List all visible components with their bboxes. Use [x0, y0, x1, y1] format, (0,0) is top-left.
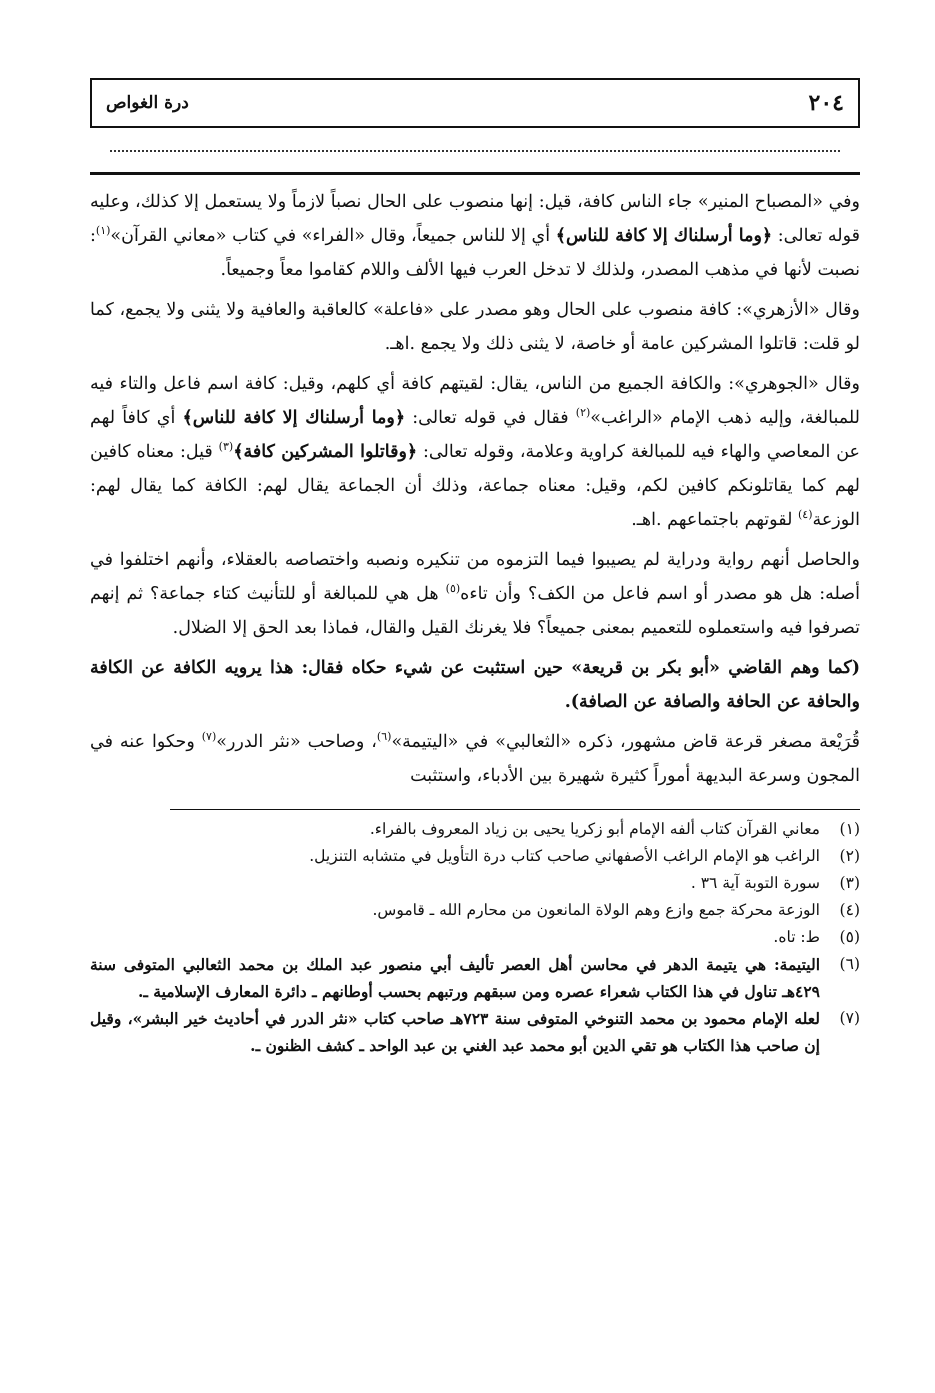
- text-run: قيل: معناه كافين لهم كما يقاتلونكم كافين لكم، وقيل: معناه جماعة، وذلك أن الجماعة يقال لهم: الكافة كما يقال لهم: الوزعة: [90, 442, 860, 530]
- footnote-rule: [170, 809, 860, 810]
- main-text: [90, 185, 860, 793]
- text-run: وفي «المصباح المنير» جاء الناس كافة، قيل: إنها منصوب على الحال نصباً لازماً ولا يستعمل إلا كذلك، وعليه قوله تعالى:: [90, 192, 860, 246]
- text-run: أي كافاً لهم عن المعاصي والهاء فيه للمبالغة كراوية وعلامة، وقوله تعالى:: [90, 408, 860, 462]
- footnote-ref[interactable]: (٢): [575, 406, 591, 420]
- page-header: [90, 78, 860, 128]
- footnote-item: [90, 816, 860, 843]
- paragraph-6: [90, 725, 860, 793]
- footnote-text: الراغب هو الإمام الراغب الأصفهاني صاحب كتاب درة التأويل في متشابه التنزيل.: [309, 847, 820, 865]
- footnote-ref[interactable]: (٦): [376, 730, 392, 744]
- text-run: وقال «الجوهري»: والكافة الجميع من الناس، يقال: لقيتهم كافة أي كلهم، وقيل: كافة اسم فاعل والتاء فيه للمبالغة، وإليه ذهب الإمام «الراغب»: [90, 374, 860, 428]
- text-run: فقال في قوله تعالى:: [405, 408, 576, 428]
- footnote-ref[interactable]: (٤): [797, 508, 813, 522]
- footnote-item: [90, 951, 860, 1005]
- paragraph-2: وقال «الأزهري»: كافة منصوب على الحال وهو مصدر على «فاعلة» كالعاقبة والعافية ولا يثنى ولا يجمع، كما لو قلت: قاتلوا المشركين عامة أو خاصة، لا يثنى ذلك ولا يجمع .اهـ.: [90, 300, 860, 354]
- footnote-number: (٢): [839, 847, 860, 865]
- page-number: ٢٠٤: [808, 90, 844, 116]
- dotted-separator: [110, 136, 840, 152]
- text-run: هل هي للمبالغة أو للتأنيث كتاء جماعة؟ ثم إنهم تصرفوا فيه واستعملوه للتعميم بمعنى جميعاً؟ فلا يغرنك القيل والقال، فماذا بعد الحق إلا الضلال.: [90, 584, 860, 638]
- paragraph-4: [90, 543, 860, 645]
- footnote-item: [90, 897, 860, 924]
- footnote-text: اليتيمة: هي يتيمة الدهر في محاسن أهل العصر تأليف أبي منصور عبد الملك بن محمد الثعالبي المتوفى سنة ٤٢٩هـ تناول في هذا الكتاب شعراء عصره ومن سبقهم ورتبهم بحسب أوطانهم ـ دائرة المعارف الإسلامية ـ.: [90, 955, 820, 1001]
- running-head: درة الغواص: [106, 93, 189, 113]
- text-run: وحكوا عنه في المجون وسرعة البديهة أموراً كثيرة شهيرة بين الأدباء، واستثبت: [90, 732, 860, 786]
- book-page: [90, 78, 860, 1059]
- text-run: قُرَيْعة مصغر قرعة قاض مشهور، ذكره «الثعالبي» في «اليتيمة»: [391, 732, 860, 752]
- footnotes: [90, 816, 860, 1059]
- paragraph-5-matn: (كما وهم القاضي «أبو بكر بن قريعة» حين استثبت عن شيء حكاه فقال: هذا يرويه الكافة عن الكافة والحافة عن الحافة والصافة عن الصافة).: [90, 658, 860, 712]
- text-run: لقوتهم باجتماعهم .اهـ.: [631, 510, 798, 530]
- footnote-ref[interactable]: (٥): [445, 582, 461, 596]
- footnote-item: [90, 1005, 860, 1059]
- footnote-ref[interactable]: (١): [95, 224, 111, 238]
- footnote-number: (٦): [839, 955, 860, 973]
- footnote-text: لعله الإمام محمود بن محمد التنوخي المتوفى سنة ٧٢٣هـ صاحب كتاب «نثر الدرر في أحاديث خير البشر»، وقيل إن صاحب هذا الكتاب هو تقي الدين أبو محمد عبد الغني بن عبد الواحد ـ كشف الظنون ـ.: [90, 1009, 820, 1055]
- footnote-text: الوزعة محركة جمع وازع وهم الولاة المانعون من محارم الله ـ قاموس.: [372, 901, 820, 919]
- paragraph-3: [90, 367, 860, 537]
- footnote-text: ط: تاه.: [773, 928, 820, 946]
- quran-quote: ﴿وما أرسلناك إلا كافة للناس﴾: [182, 408, 406, 428]
- quran-quote: ﴿وقاتلوا المشركين كافة﴾: [233, 442, 418, 462]
- footnote-number: (٤): [839, 901, 860, 919]
- footnote-number: (٣): [839, 874, 860, 892]
- footnote-number: (٧): [839, 1009, 860, 1027]
- text-run: : نصبت لأنها في مذهب المصدر، ولذلك لا تدخل العرب فيها الألف واللام كقاموا معاً وجميعاً.: [90, 226, 860, 280]
- quran-quote: ﴿وما أرسلناك إلا كافة للناس﴾: [555, 226, 773, 246]
- text-run: والحاصل أنهم رواية ودراية لم يصيبوا فيما التزموه من تنكيره ونصبه واختصاصه بالعقلاء، وأنهم اختلفوا في أصله: هل هو مصدر أو اسم فاعل من الكف؟ وأن تاءه: [90, 550, 860, 604]
- footnote-item: [90, 843, 860, 870]
- text-run: أي إلا للناس جميعاً، وقال «الفراء» في كتاب «معاني القرآن»: [110, 226, 556, 246]
- footnote-number: (٥): [839, 928, 860, 946]
- paragraph-1: [90, 185, 860, 287]
- header-rule: [90, 172, 860, 175]
- footnote-ref[interactable]: (٣): [218, 440, 234, 454]
- footnote-text: معاني القرآن كتاب ألفه الإمام أبو زكريا يحيى بن زياد المعروف بالفراء.: [369, 820, 820, 838]
- footnote-item: [90, 870, 860, 897]
- footnote-item: [90, 924, 860, 951]
- text-run: ، وصاحب «نثر الدرر»: [216, 732, 377, 752]
- footnote-ref[interactable]: (٧): [201, 730, 217, 744]
- footnote-text: سورة التوبة آية ٣٦ .: [690, 874, 820, 892]
- footnote-number: (١): [839, 820, 860, 838]
